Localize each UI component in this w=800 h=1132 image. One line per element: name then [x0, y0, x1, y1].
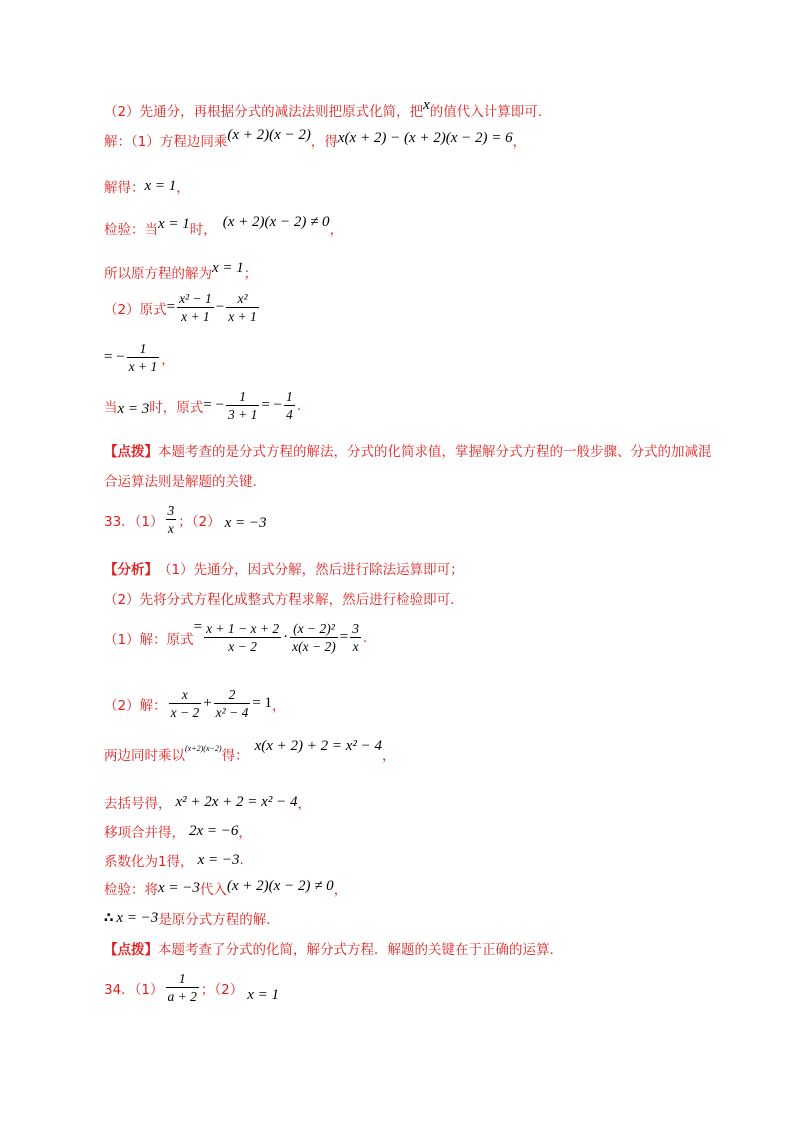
tag-label: 【分析】: [104, 562, 158, 578]
math: x² + 2x + 2 = x² − 4: [175, 793, 298, 810]
math: +: [203, 695, 212, 711]
fraction: [166, 970, 199, 1005]
fraction: [177, 290, 214, 325]
math: 2x = −6: [189, 822, 239, 839]
line-16: [104, 792, 311, 812]
text: 时，: [189, 222, 217, 238]
math: (x + 2)(x − 2) ≠ 0: [222, 213, 330, 230]
text: 检验：当: [104, 222, 158, 238]
tag-label: 【点拨】: [104, 942, 158, 958]
line-8: [104, 388, 301, 423]
text: ；（2）: [200, 981, 244, 998]
math: x = 1: [158, 215, 190, 232]
denominator: x: [352, 639, 359, 654]
line-15: [104, 737, 396, 764]
text: ，: [382, 748, 396, 764]
text: 当: [104, 399, 118, 416]
fraction: [284, 388, 295, 423]
line-1: [104, 96, 543, 120]
text: ，: [272, 697, 286, 714]
math: =: [339, 629, 349, 645]
tag-label: 【点拨】: [104, 444, 158, 460]
math: = −: [261, 397, 282, 413]
math: = −: [104, 349, 125, 365]
numerator: 3: [352, 621, 359, 636]
line-17: [104, 821, 252, 841]
text: 是原分式方程的解.: [158, 912, 271, 928]
fraction: [204, 620, 281, 655]
text: 移项合并得，: [104, 825, 185, 841]
text: （2）原式: [104, 301, 167, 318]
math: x = 1: [212, 259, 244, 276]
text: 所以原方程的解为: [104, 266, 212, 282]
denominator: x − 2: [228, 639, 257, 654]
denominator: x(x − 2): [292, 639, 336, 654]
denominator: x + 1: [228, 309, 257, 324]
line-14: [104, 686, 286, 721]
numerator: (x − 2)²: [293, 621, 335, 636]
math: =: [166, 299, 176, 315]
denominator: a + 2: [167, 989, 197, 1004]
text: 33．（1）: [104, 513, 164, 530]
text: ，得: [310, 134, 338, 150]
math: (x + 2)(x − 2): [227, 126, 311, 143]
text: 34．（1）: [104, 981, 164, 998]
denominator: x + 1: [181, 309, 210, 324]
text: .: [362, 629, 368, 646]
text: 解：（1）方程边同乘: [104, 134, 228, 150]
numerator: 2: [228, 687, 236, 702]
text: ，: [512, 134, 527, 150]
text: 去括号得，: [104, 796, 172, 812]
text: （2）先将分式方程化成整式方程求解，然后进行检验即可.: [104, 592, 455, 608]
math: x = 3: [117, 401, 150, 417]
numerator: x²: [237, 291, 248, 306]
math: (x+2)(x−2): [185, 743, 222, 753]
line-18: [104, 850, 244, 870]
numerator: 1: [139, 341, 147, 356]
text: 两边同时乘以: [104, 748, 185, 764]
math: x = −3: [197, 851, 240, 868]
denominator: x − 2: [170, 705, 200, 720]
fraction: [226, 290, 259, 325]
text: （1）解：原式: [104, 631, 194, 648]
math: x = 1: [144, 177, 177, 194]
math: x(x + 2) − (x + 2)(x − 2) = 6: [337, 129, 513, 146]
math: = −: [203, 397, 224, 413]
numerator: 1: [286, 389, 293, 404]
math: ·: [283, 629, 289, 645]
line-20: [104, 908, 271, 928]
fraction: [226, 388, 259, 423]
text: （1）先通分，因式分解，然后进行除法运算即可；: [158, 562, 464, 578]
line-4: [104, 213, 344, 238]
text: （2）先通分，再根据分式的减法法则把原式化简，把: [104, 104, 424, 120]
text: （2）解：: [104, 697, 167, 714]
denominator: x: [167, 521, 174, 536]
line-7: [104, 340, 175, 375]
text: 解得：: [104, 180, 145, 196]
line-21: [104, 938, 554, 958]
text: ；（2）: [178, 513, 221, 530]
math: x = −3: [224, 515, 267, 531]
line-10: [104, 502, 267, 537]
math: x = 1: [247, 987, 280, 1003]
text: 得：: [221, 748, 249, 764]
math: x = −3: [158, 879, 200, 896]
numerator: 1: [239, 389, 247, 404]
text: 时，原式: [149, 399, 204, 416]
line-11: [104, 558, 464, 578]
numerator: x + 1 − x + 2: [206, 621, 280, 636]
numerator: x: [181, 687, 188, 702]
fraction: [166, 502, 177, 537]
math: x(x + 2) + 2 = x² − 4: [254, 737, 383, 754]
line-9: [104, 437, 724, 497]
math: x = −3: [116, 909, 159, 926]
line-5: [104, 259, 258, 282]
line-19: [104, 878, 347, 898]
text: 本题考查了分式的化简，解分式方程．解题的关键在于正确的运算.: [158, 942, 554, 958]
denominator: x² − 4: [215, 705, 249, 720]
text: ，: [238, 825, 252, 841]
math: x: [423, 96, 430, 113]
numerator: 3: [167, 503, 175, 518]
text: ，: [329, 222, 344, 238]
fraction: [169, 686, 202, 721]
text: 检验：将: [104, 882, 158, 898]
therefore-symbol: ∴: [104, 910, 114, 926]
fraction: [214, 686, 251, 721]
text: ，: [161, 351, 175, 368]
numerator: x² − 1: [179, 291, 212, 306]
math: (x + 2)(x − 2) ≠ 0: [226, 877, 334, 894]
numerator: 1: [178, 971, 186, 986]
text: .: [296, 397, 302, 414]
line-22: [104, 970, 279, 1005]
text: 代入: [199, 882, 227, 898]
math: −: [215, 299, 225, 315]
text: ，: [297, 796, 311, 812]
math: = 1: [252, 695, 273, 711]
fraction: [127, 340, 160, 375]
line-12: [104, 588, 454, 608]
text: 系数化为1得，: [104, 854, 194, 870]
text: ；: [243, 266, 258, 282]
denominator: 3 + 1: [227, 407, 258, 422]
fraction: [290, 620, 338, 655]
line-13: [104, 620, 367, 655]
line-2: [104, 126, 527, 150]
text: ，: [333, 882, 348, 898]
fraction: [350, 620, 361, 655]
denominator: x + 1: [128, 359, 158, 374]
text: .: [239, 852, 244, 868]
line-6: [104, 290, 261, 325]
line-3: [104, 176, 190, 196]
text: 本题考查的是分式方程的解法，分式的化简求值，掌握解分式方程的一般步骤、分式的加减混合运算法则是解题的关键.: [104, 444, 712, 490]
text: 的值代入计算即可.: [429, 104, 543, 120]
text: ，: [176, 180, 190, 196]
denominator: 4: [286, 407, 293, 422]
math: =: [193, 619, 203, 635]
